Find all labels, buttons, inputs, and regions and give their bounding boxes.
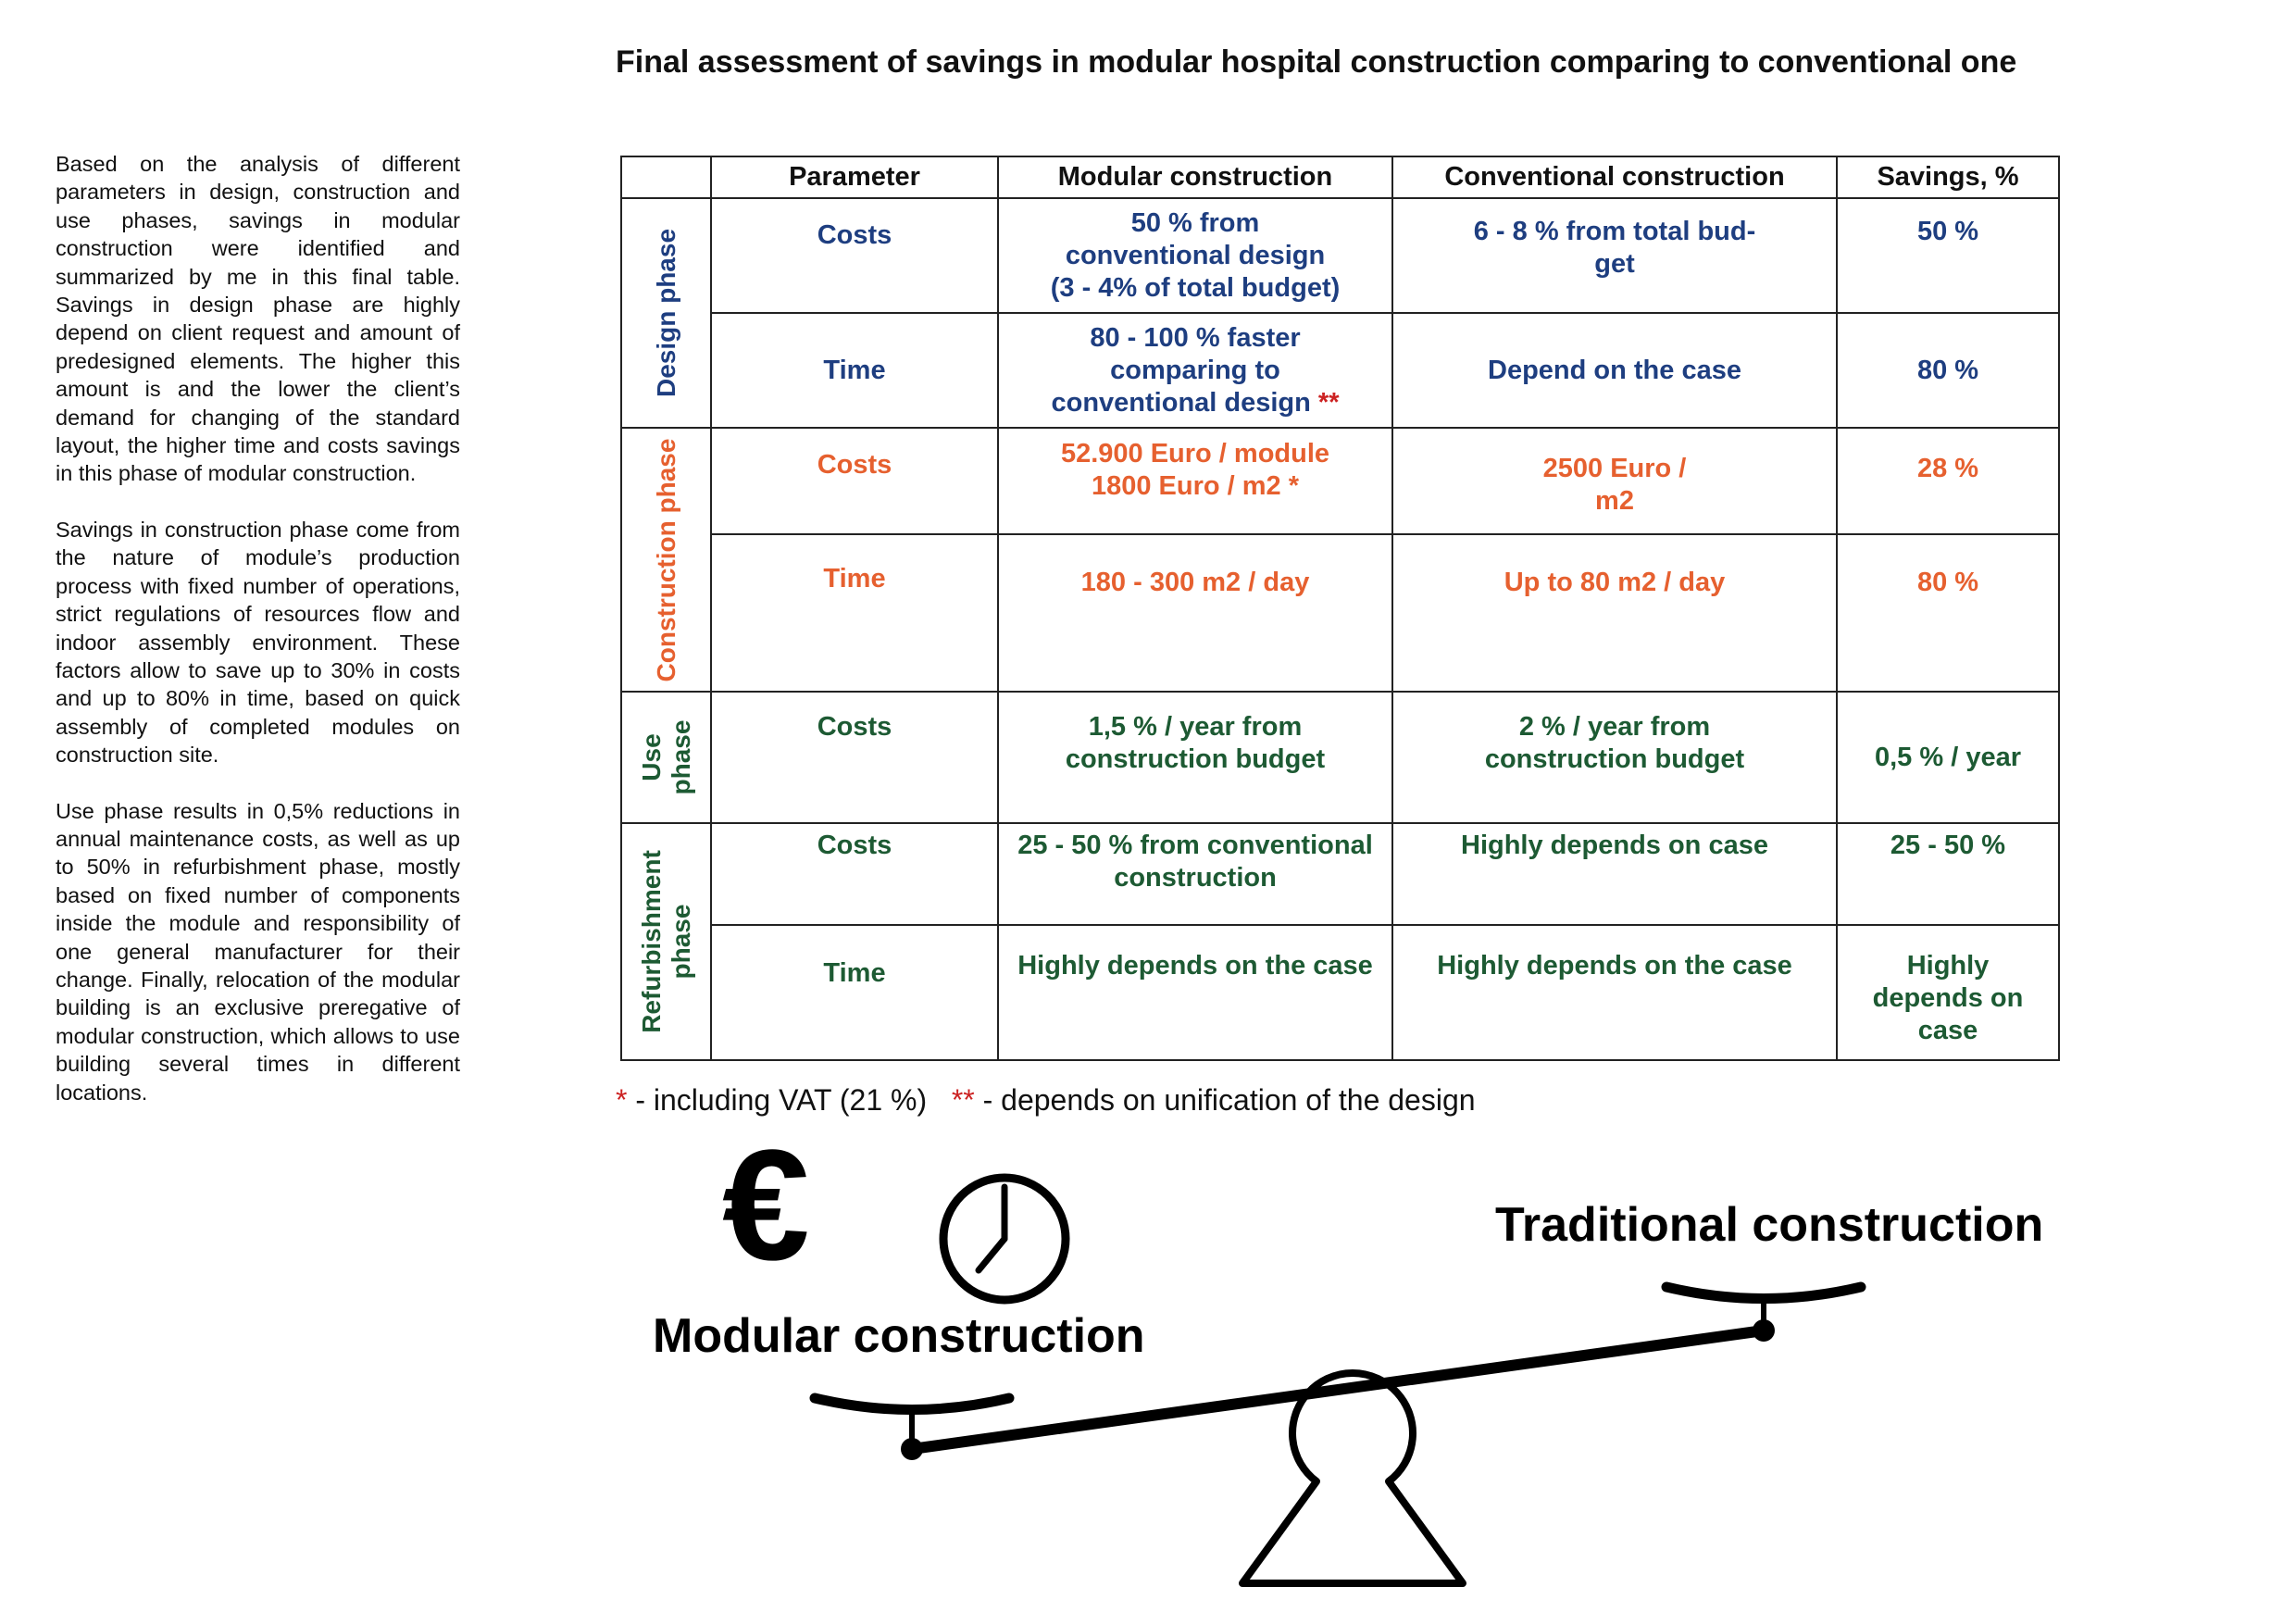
phase-label-design: Design phase: [651, 228, 680, 398]
cell-line: conventional design: [1065, 240, 1326, 270]
phase-cell-construction: [621, 428, 711, 692]
table-row-construction-time: [621, 534, 2059, 692]
clock-icon: [943, 1178, 1066, 1300]
header-savings: Savings, %: [1837, 156, 2059, 198]
double-star-mark: **: [951, 1083, 975, 1117]
savings-table: [620, 156, 2060, 1061]
cell-line: (3 - 4% of total budget): [1050, 272, 1341, 303]
phase-label-line: Refurbishment: [636, 850, 666, 1033]
cell-conventional: Highly depends on case: [1392, 823, 1837, 925]
cell-line: comparing to: [1110, 355, 1280, 385]
cell-line: construction budget: [1484, 744, 1745, 774]
cell-line: 50 % from: [1130, 207, 1260, 238]
cell-line: 1,5 % / year from: [1088, 712, 1303, 742]
phase-label-line: phase: [666, 719, 695, 795]
cell-modular: [998, 692, 1392, 823]
traditional-construction-label: Traditional construction: [1495, 1198, 2044, 1252]
cell-savings: 80 %: [1837, 534, 2059, 692]
side-paragraph-design: Based on the analysis of different parameters in design, construction and use phases, savings in modular construction were identified and summarized by me in this final table. Savings in design phase are highly depend on client request and amount of predesigned elements. The higher this amount is and the lower the client’s demand for changing of the standard layout, the higher time and costs savings in this phase of modular construction.: [56, 152, 460, 486]
cell-savings: 25 - 50 %: [1837, 823, 2059, 925]
table-row-use-costs: [621, 692, 2059, 823]
cell-conventional: [1392, 198, 1837, 313]
cell-modular: [998, 428, 1392, 534]
table-row-design-time: [621, 313, 2059, 428]
cell-modular: [998, 313, 1392, 428]
cell-line: Highly: [1906, 951, 1990, 981]
phase-label-construction: Construction phase: [651, 438, 680, 681]
table-header-row: [621, 156, 2059, 198]
cell-savings: 0,5 % / year: [1837, 692, 2059, 823]
cell-line: [1003, 387, 1388, 419]
seesaw-illustration: [630, 1148, 2074, 1593]
phase-label-refurbishment: [637, 850, 696, 1033]
modular-construction-label: Modular construction: [653, 1309, 1145, 1363]
table-row-design-costs: [621, 198, 2059, 313]
cell-parameter: Time: [711, 925, 998, 1060]
cell-line: 2 % / year from: [1518, 712, 1711, 742]
side-paragraph-construction: Savings in construction phase come from the nature of module’s production process with fixed number of operations, strict regulations of resources flow and indoor assembly environment. These factors allow to save up to 30% in costs and up to 80% in time, based on quick assembly of completed modules on construction site.: [56, 517, 460, 768]
single-star-mark: *: [616, 1083, 628, 1117]
cell-line: get: [1594, 249, 1635, 279]
cell-line: depends on case: [1872, 983, 2024, 1045]
cell-line: 25 - 50 % from conventional: [1017, 831, 1373, 860]
cell-modular: Highly depends on the case: [998, 925, 1392, 1060]
cell-conventional: Depend on the case: [1392, 313, 1837, 428]
phase-cell-design: [621, 198, 711, 428]
footnote: [616, 1083, 1476, 1118]
cell-line: 2500 Euro /: [1542, 454, 1687, 483]
cell-conventional: [1392, 428, 1837, 534]
cell-line: construction: [1114, 863, 1277, 893]
cell-parameter: Costs: [711, 428, 998, 534]
phase-cell-refurbishment: [621, 823, 711, 1060]
cell-line: 52.900 Euro / module: [1060, 439, 1330, 468]
footnote-unification: - depends on unification of the design: [974, 1083, 1476, 1117]
header-phase: [621, 156, 711, 198]
cell-savings: 28 %: [1837, 428, 2059, 534]
cell-modular: [998, 823, 1392, 925]
cell-line: construction budget: [1065, 744, 1326, 774]
cell-conventional: Highly depends on the case: [1392, 925, 1837, 1060]
cell-parameter: Time: [711, 534, 998, 692]
double-star-mark: **: [1317, 387, 1340, 418]
side-paragraph-use: Use phase results in 0,5% reductions in annual maintenance costs, as well as up to 50% in refurbishment phase, mostly based on fixed number of components inside the module and responsibility of one general manufacturer for their change. Finally, relocation of the modular building is an exclusive preregative of modular construction, which allows to use building several times in different locations.: [56, 798, 460, 1105]
table-row-refurb-costs: [621, 823, 2059, 925]
footnote-vat: - including VAT (21 %): [627, 1083, 928, 1117]
cell-savings: 80 %: [1837, 313, 2059, 428]
phase-cell-use: [621, 692, 711, 823]
cell-modular: 180 - 300 m2 / day: [998, 534, 1392, 692]
cell-conventional: Up to 80 m2 / day: [1392, 534, 1837, 692]
cell-parameter: Costs: [711, 692, 998, 823]
cell-line: 80 - 100 % faster: [1090, 322, 1301, 353]
cell-text: conventional design: [1051, 387, 1311, 418]
cell-line: m2: [1595, 486, 1634, 516]
cell-line: 6 - 8 % from total bud-: [1473, 217, 1756, 246]
cell-conventional: [1392, 692, 1837, 823]
phase-label-line: Use: [636, 733, 666, 781]
cell-parameter: Costs: [711, 198, 998, 313]
cell-savings: 50 %: [1837, 198, 2059, 313]
side-text: [56, 150, 460, 1134]
cell-parameter: Time: [711, 313, 998, 428]
cell-modular: [998, 198, 1392, 313]
table-row-refurb-time: [621, 925, 2059, 1060]
table-row-construction-costs: [621, 428, 2059, 534]
header-modular: Modular construction: [998, 156, 1392, 198]
phase-label-use: [637, 720, 696, 795]
header-conventional: Conventional construction: [1392, 156, 1837, 198]
euro-icon: €: [722, 1148, 810, 1293]
cell-parameter: Costs: [711, 823, 998, 925]
phase-label-line: phase: [666, 904, 695, 980]
header-parameter: Parameter: [711, 156, 998, 198]
page-title: Final assessment of savings in modular hospital construction comparing to conventional one: [616, 44, 2017, 80]
cell-line: 1800 Euro / m2 *: [1091, 471, 1300, 501]
cell-savings: [1837, 925, 2059, 1060]
